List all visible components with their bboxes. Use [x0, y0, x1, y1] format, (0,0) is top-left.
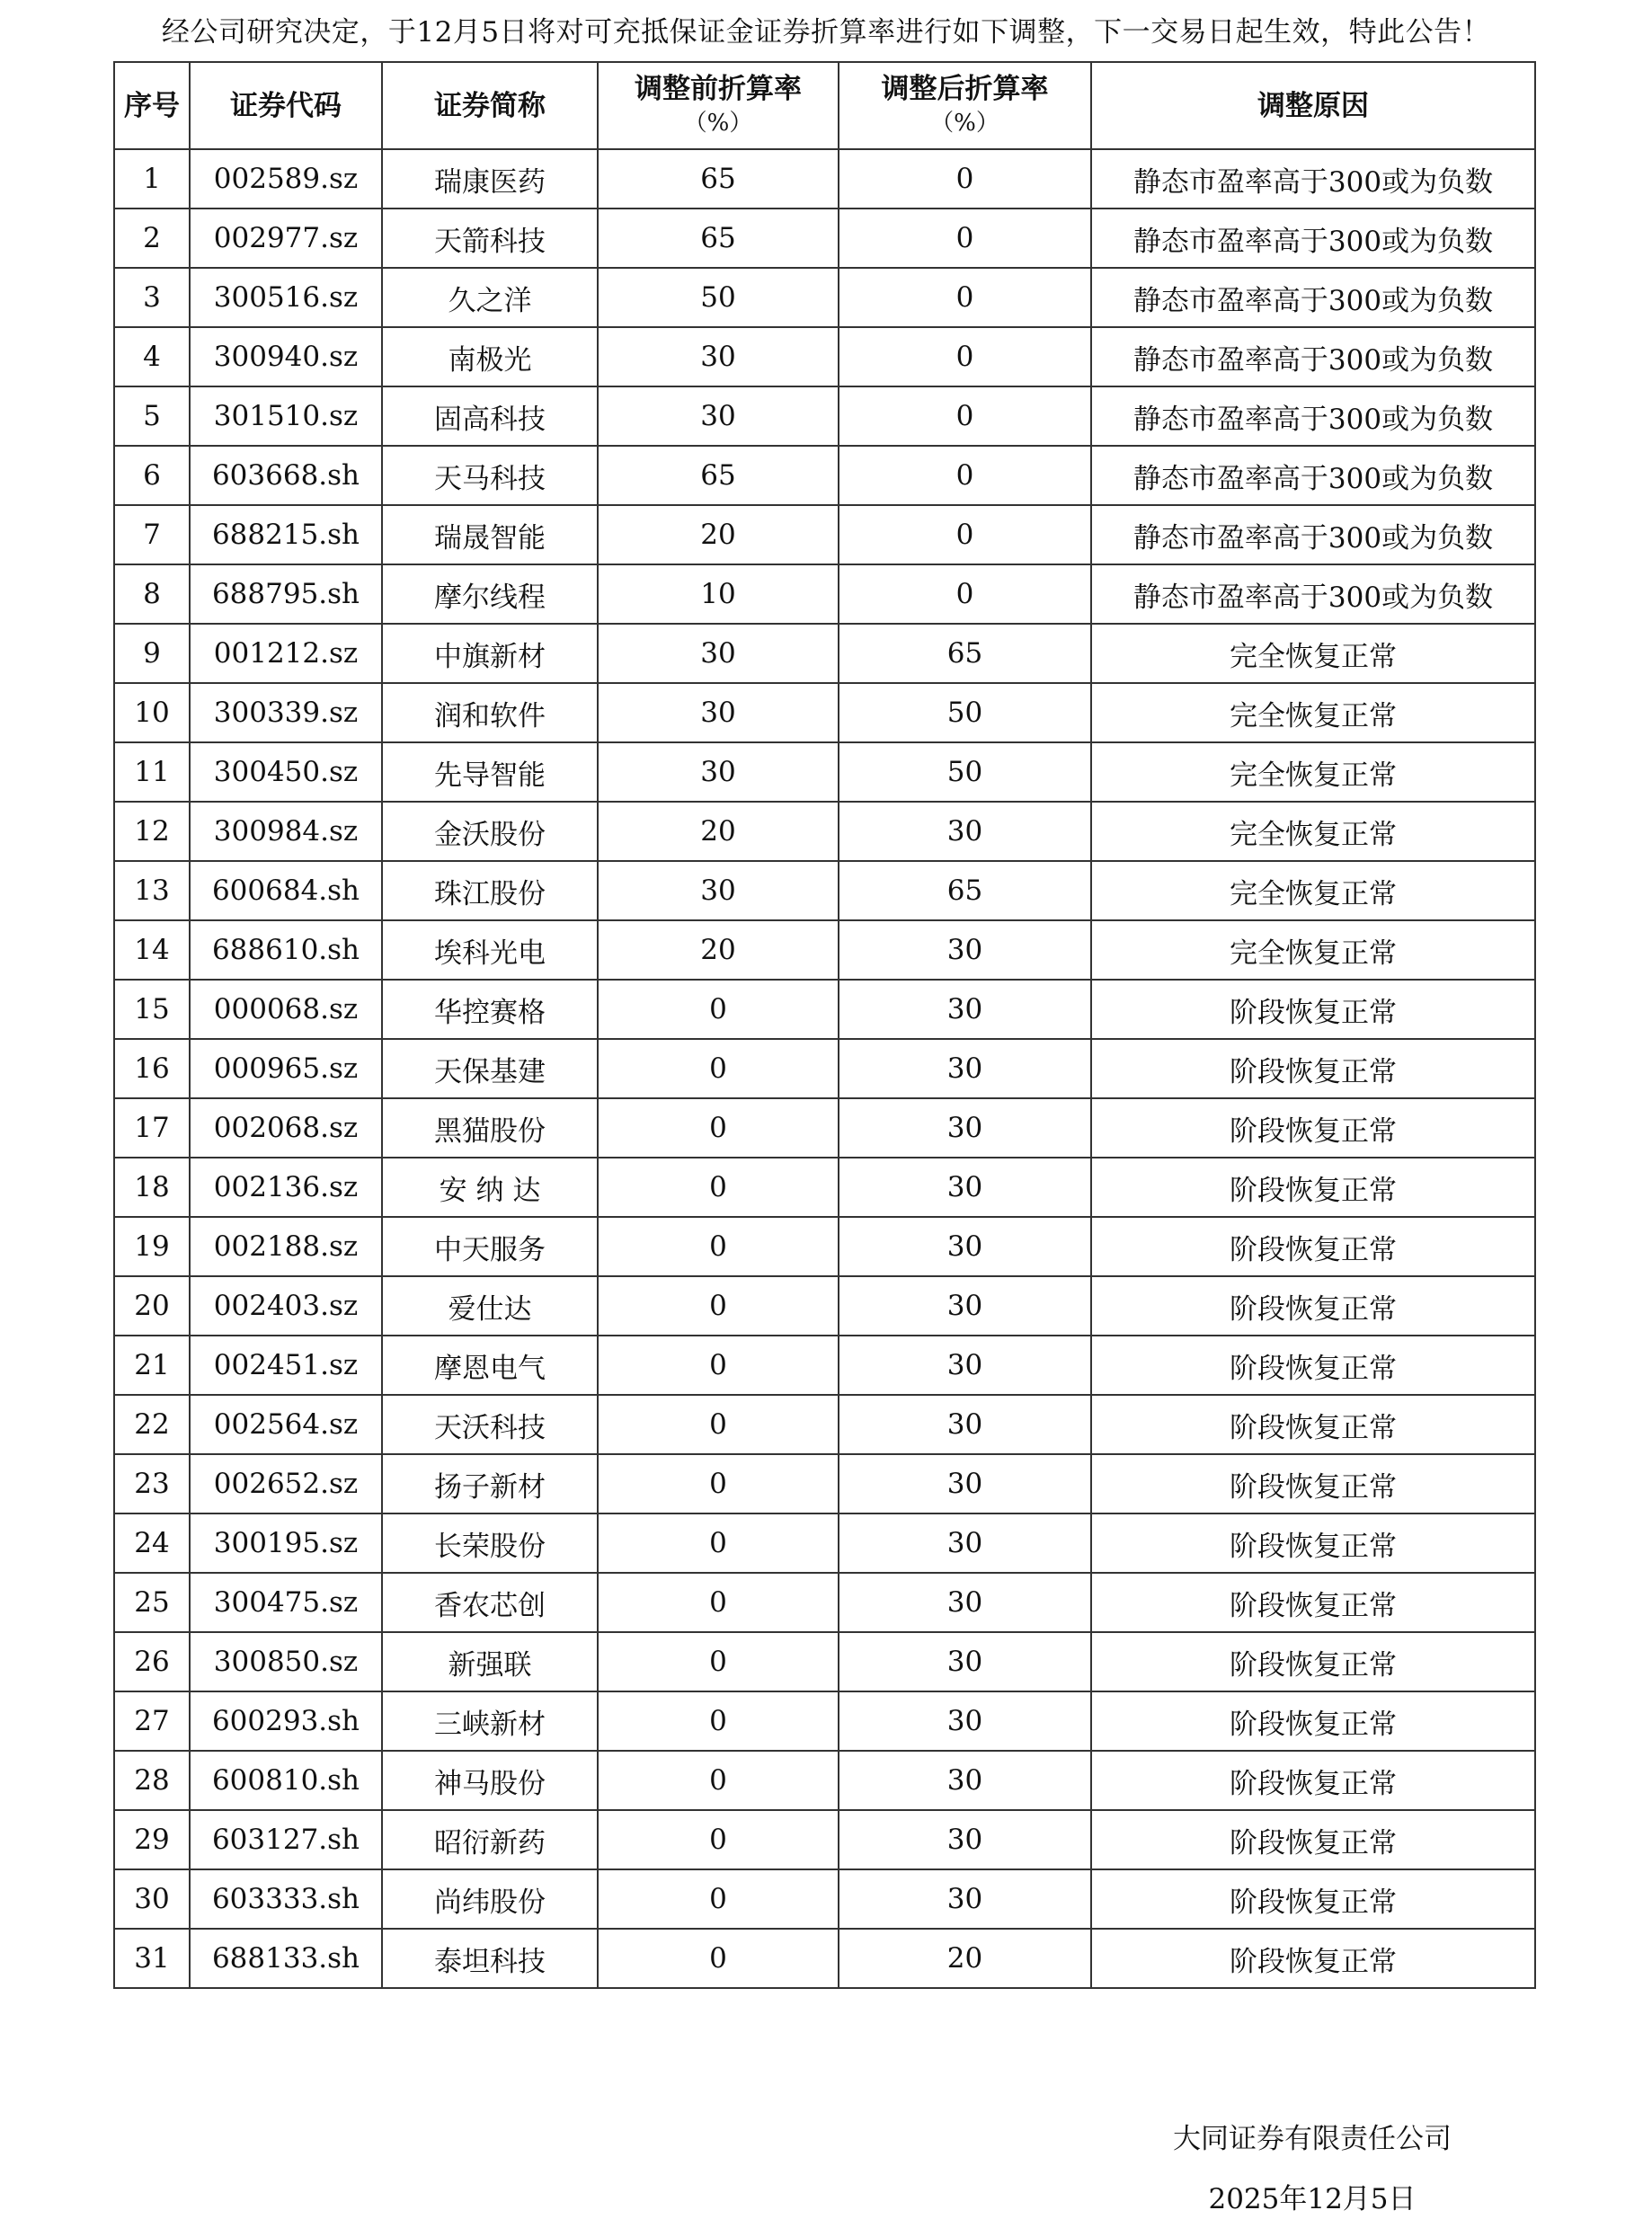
- cell-code: 688133.sh: [190, 1929, 382, 1988]
- cell-after: 30: [839, 1751, 1091, 1810]
- header-before: [598, 62, 839, 149]
- table-row: [114, 861, 1535, 920]
- cell-after: 30: [839, 980, 1091, 1039]
- cell-seq: 28: [114, 1751, 190, 1810]
- cell-seq: 27: [114, 1691, 190, 1751]
- cell-after: 20: [839, 1929, 1091, 1988]
- cell-reason: 静态市盈率高于300或为负数: [1091, 505, 1535, 564]
- cell-after: 50: [839, 742, 1091, 802]
- cell-before: 0: [598, 980, 839, 1039]
- cell-after: 0: [839, 327, 1091, 386]
- cell-seq: 5: [114, 386, 190, 446]
- cell-reason: 静态市盈率高于300或为负数: [1091, 446, 1535, 505]
- table-row: [114, 446, 1535, 505]
- cell-reason: 阶段恢复正常: [1091, 1217, 1535, 1276]
- cell-reason: 阶段恢复正常: [1091, 1395, 1535, 1454]
- cell-code: 000068.sz: [190, 980, 382, 1039]
- cell-after: 30: [839, 1395, 1091, 1454]
- cell-code: 002652.sz: [190, 1454, 382, 1513]
- cell-after: 0: [839, 386, 1091, 446]
- table-row: [114, 1573, 1535, 1632]
- cell-after: 0: [839, 268, 1091, 327]
- cell-after: 30: [839, 1158, 1091, 1217]
- table-row: [114, 1513, 1535, 1573]
- cell-code: 002977.sz: [190, 209, 382, 268]
- cell-before: 65: [598, 446, 839, 505]
- cell-seq: 14: [114, 920, 190, 980]
- table-row: [114, 1869, 1535, 1929]
- cell-reason: 静态市盈率高于300或为负数: [1091, 564, 1535, 624]
- cell-code: 002403.sz: [190, 1276, 382, 1336]
- cell-seq: 3: [114, 268, 190, 327]
- cell-before: 50: [598, 268, 839, 327]
- cell-reason: 阶段恢复正常: [1091, 1098, 1535, 1158]
- cell-seq: 24: [114, 1513, 190, 1573]
- cell-seq: 19: [114, 1217, 190, 1276]
- table-row: [114, 1158, 1535, 1217]
- cell-code: 603333.sh: [190, 1869, 382, 1929]
- cell-before: 30: [598, 386, 839, 446]
- cell-name: 扬子新材: [382, 1454, 598, 1513]
- cell-code: 002188.sz: [190, 1217, 382, 1276]
- cell-name: 久之洋: [382, 268, 598, 327]
- cell-name: 长荣股份: [382, 1513, 598, 1573]
- cell-before: 0: [598, 1573, 839, 1632]
- cell-seq: 6: [114, 446, 190, 505]
- cell-after: 0: [839, 564, 1091, 624]
- table-header-row: [114, 62, 1535, 149]
- table-row: [114, 386, 1535, 446]
- cell-before: 20: [598, 920, 839, 980]
- cell-seq: 9: [114, 624, 190, 683]
- cell-after: 0: [839, 209, 1091, 268]
- cell-before: 0: [598, 1336, 839, 1395]
- cell-seq: 29: [114, 1810, 190, 1869]
- cell-after: 30: [839, 1573, 1091, 1632]
- cell-seq: 12: [114, 802, 190, 861]
- cell-reason: 静态市盈率高于300或为负数: [1091, 149, 1535, 209]
- cell-reason: 静态市盈率高于300或为负数: [1091, 209, 1535, 268]
- header-before-unit: （%）: [683, 109, 753, 137]
- cell-name: 南极光: [382, 327, 598, 386]
- cell-after: 30: [839, 1276, 1091, 1336]
- cell-seq: 20: [114, 1276, 190, 1336]
- cell-code: 600684.sh: [190, 861, 382, 920]
- table-row: [114, 327, 1535, 386]
- cell-after: 30: [839, 1869, 1091, 1929]
- cell-code: 002589.sz: [190, 149, 382, 209]
- cell-seq: 23: [114, 1454, 190, 1513]
- cell-seq: 13: [114, 861, 190, 920]
- cell-name: 黑猫股份: [382, 1098, 598, 1158]
- cell-code: 301510.sz: [190, 386, 382, 446]
- cell-name: 珠江股份: [382, 861, 598, 920]
- cell-seq: 15: [114, 980, 190, 1039]
- cell-name: 摩尔线程: [382, 564, 598, 624]
- cell-reason: 阶段恢复正常: [1091, 1869, 1535, 1929]
- cell-before: 10: [598, 564, 839, 624]
- cell-reason: 完全恢复正常: [1091, 861, 1535, 920]
- cell-name: 中天服务: [382, 1217, 598, 1276]
- cell-name: 泰坦科技: [382, 1929, 598, 1988]
- cell-code: 603127.sh: [190, 1810, 382, 1869]
- cell-code: 603668.sh: [190, 446, 382, 505]
- cell-name: 新强联: [382, 1632, 598, 1691]
- cell-seq: 18: [114, 1158, 190, 1217]
- cell-seq: 21: [114, 1336, 190, 1395]
- cell-seq: 16: [114, 1039, 190, 1098]
- cell-after: 65: [839, 861, 1091, 920]
- cell-code: 688795.sh: [190, 564, 382, 624]
- issue-date: 2025年12月5日: [1208, 2183, 1417, 2215]
- cell-code: 002451.sz: [190, 1336, 382, 1395]
- cell-reason: 完全恢复正常: [1091, 802, 1535, 861]
- table-row: [114, 1276, 1535, 1336]
- cell-code: 300195.sz: [190, 1513, 382, 1573]
- cell-after: 50: [839, 683, 1091, 742]
- table-row: [114, 624, 1535, 683]
- cell-code: 688215.sh: [190, 505, 382, 564]
- cell-name: 尚纬股份: [382, 1869, 598, 1929]
- cell-before: 30: [598, 327, 839, 386]
- cell-before: 0: [598, 1395, 839, 1454]
- table-row: [114, 1929, 1535, 1988]
- cell-seq: 22: [114, 1395, 190, 1454]
- table-row: [114, 1217, 1535, 1276]
- cell-seq: 7: [114, 505, 190, 564]
- cell-seq: 31: [114, 1929, 190, 1988]
- cell-after: 30: [839, 802, 1091, 861]
- cell-name: 昭衍新药: [382, 1810, 598, 1869]
- cell-before: 65: [598, 149, 839, 209]
- cell-seq: 26: [114, 1632, 190, 1691]
- cell-code: 002068.sz: [190, 1098, 382, 1158]
- cell-reason: 完全恢复正常: [1091, 742, 1535, 802]
- cell-code: 002564.sz: [190, 1395, 382, 1454]
- cell-after: 30: [839, 1098, 1091, 1158]
- cell-name: 固高科技: [382, 386, 598, 446]
- cell-code: 300339.sz: [190, 683, 382, 742]
- cell-name: 安 纳 达: [382, 1158, 598, 1217]
- cell-name: 三峡新材: [382, 1691, 598, 1751]
- cell-after: 0: [839, 149, 1091, 209]
- cell-reason: 阶段恢复正常: [1091, 1751, 1535, 1810]
- header-seq: 序号: [114, 62, 190, 149]
- cell-before: 0: [598, 1632, 839, 1691]
- cell-code: 300850.sz: [190, 1632, 382, 1691]
- cell-code: 300940.sz: [190, 327, 382, 386]
- cell-name: 香农芯创: [382, 1573, 598, 1632]
- cell-after: 30: [839, 1039, 1091, 1098]
- cell-seq: 2: [114, 209, 190, 268]
- table-row: [114, 742, 1535, 802]
- cell-before: 30: [598, 861, 839, 920]
- cell-seq: 30: [114, 1869, 190, 1929]
- cell-seq: 25: [114, 1573, 190, 1632]
- cell-before: 0: [598, 1810, 839, 1869]
- cell-reason: 阶段恢复正常: [1091, 1276, 1535, 1336]
- cell-after: 0: [839, 505, 1091, 564]
- header-after: [839, 62, 1091, 149]
- cell-reason: 阶段恢复正常: [1091, 1336, 1535, 1395]
- cell-before: 0: [598, 1751, 839, 1810]
- table-row: [114, 1751, 1535, 1810]
- cell-name: 爱仕达: [382, 1276, 598, 1336]
- table-row: [114, 505, 1535, 564]
- cell-before: 0: [598, 1454, 839, 1513]
- table-row: [114, 980, 1535, 1039]
- cell-before: 0: [598, 1039, 839, 1098]
- table-row: [114, 683, 1535, 742]
- cell-reason: 阶段恢复正常: [1091, 1573, 1535, 1632]
- cell-code: 688610.sh: [190, 920, 382, 980]
- cell-reason: 阶段恢复正常: [1091, 1632, 1535, 1691]
- cell-reason: 阶段恢复正常: [1091, 1810, 1535, 1869]
- header-after-unit: （%）: [930, 109, 999, 137]
- cell-after: 30: [839, 1691, 1091, 1751]
- cell-code: 300984.sz: [190, 802, 382, 861]
- cell-reason: 静态市盈率高于300或为负数: [1091, 268, 1535, 327]
- cell-code: 300516.sz: [190, 268, 382, 327]
- cell-code: 000965.sz: [190, 1039, 382, 1098]
- margin-ratio-table: [113, 61, 1536, 1989]
- table-row: [114, 1395, 1535, 1454]
- table-row: [114, 920, 1535, 980]
- table-row: [114, 1039, 1535, 1098]
- cell-code: 001212.sz: [190, 624, 382, 683]
- cell-name: 天箭科技: [382, 209, 598, 268]
- cell-code: 300450.sz: [190, 742, 382, 802]
- table-row: [114, 1691, 1535, 1751]
- cell-seq: 4: [114, 327, 190, 386]
- table-row: [114, 802, 1535, 861]
- cell-before: 0: [598, 1691, 839, 1751]
- cell-after: 30: [839, 1454, 1091, 1513]
- table-row: [114, 1098, 1535, 1158]
- cell-reason: 完全恢复正常: [1091, 624, 1535, 683]
- table-row: [114, 1454, 1535, 1513]
- header-reason: 调整原因: [1091, 62, 1535, 149]
- table-row: [114, 149, 1535, 209]
- cell-name: 天保基建: [382, 1039, 598, 1098]
- header-before-label: 调整前折算率: [635, 72, 802, 105]
- cell-seq: 11: [114, 742, 190, 802]
- cell-name: 瑞晟智能: [382, 505, 598, 564]
- header-after-label: 调整后折算率: [881, 72, 1049, 105]
- cell-name: 金沃股份: [382, 802, 598, 861]
- cell-name: 埃科光电: [382, 920, 598, 980]
- cell-reason: 静态市盈率高于300或为负数: [1091, 386, 1535, 446]
- issuer-name: 大同证券有限责任公司: [1173, 2123, 1452, 2155]
- cell-after: 30: [839, 1810, 1091, 1869]
- cell-reason: 阶段恢复正常: [1091, 1158, 1535, 1217]
- cell-after: 30: [839, 1632, 1091, 1691]
- cell-after: 30: [839, 920, 1091, 980]
- cell-before: 0: [598, 1513, 839, 1573]
- cell-after: 65: [839, 624, 1091, 683]
- cell-code: 600293.sh: [190, 1691, 382, 1751]
- cell-reason: 静态市盈率高于300或为负数: [1091, 327, 1535, 386]
- cell-name: 摩恩电气: [382, 1336, 598, 1395]
- cell-name: 瑞康医药: [382, 149, 598, 209]
- table-row: [114, 209, 1535, 268]
- cell-reason: 阶段恢复正常: [1091, 1513, 1535, 1573]
- cell-after: 0: [839, 446, 1091, 505]
- cell-name: 先导智能: [382, 742, 598, 802]
- cell-before: 0: [598, 1869, 839, 1929]
- cell-before: 20: [598, 505, 839, 564]
- cell-after: 30: [839, 1217, 1091, 1276]
- cell-name: 中旗新材: [382, 624, 598, 683]
- cell-code: 600810.sh: [190, 1751, 382, 1810]
- cell-reason: 完全恢复正常: [1091, 920, 1535, 980]
- cell-after: 30: [839, 1336, 1091, 1395]
- header-name: 证券简称: [382, 62, 598, 149]
- cell-before: 0: [598, 1158, 839, 1217]
- cell-seq: 1: [114, 149, 190, 209]
- announcement-intro: 经公司研究决定，于12月5日将对可充抵保证金证券折算率进行如下调整，下一交易日起生效，特此公告！: [161, 16, 1491, 49]
- cell-before: 0: [598, 1276, 839, 1336]
- cell-before: 0: [598, 1098, 839, 1158]
- cell-reason: 阶段恢复正常: [1091, 980, 1535, 1039]
- table-row: [114, 1336, 1535, 1395]
- cell-code: 300475.sz: [190, 1573, 382, 1632]
- cell-after: 30: [839, 1513, 1091, 1573]
- cell-code: 002136.sz: [190, 1158, 382, 1217]
- cell-reason: 阶段恢复正常: [1091, 1039, 1535, 1098]
- table-row: [114, 1810, 1535, 1869]
- cell-reason: 阶段恢复正常: [1091, 1454, 1535, 1513]
- cell-reason: 阶段恢复正常: [1091, 1929, 1535, 1988]
- cell-seq: 17: [114, 1098, 190, 1158]
- cell-before: 30: [598, 624, 839, 683]
- cell-seq: 8: [114, 564, 190, 624]
- cell-before: 30: [598, 683, 839, 742]
- cell-name: 天马科技: [382, 446, 598, 505]
- cell-before: 0: [598, 1217, 839, 1276]
- cell-reason: 阶段恢复正常: [1091, 1691, 1535, 1751]
- cell-reason: 完全恢复正常: [1091, 683, 1535, 742]
- cell-name: 天沃科技: [382, 1395, 598, 1454]
- table-row: [114, 1632, 1535, 1691]
- table-row: [114, 268, 1535, 327]
- cell-before: 20: [598, 802, 839, 861]
- table-row: [114, 564, 1535, 624]
- cell-before: 30: [598, 742, 839, 802]
- table-body: [114, 149, 1535, 1988]
- cell-name: 润和软件: [382, 683, 598, 742]
- cell-name: 华控赛格: [382, 980, 598, 1039]
- cell-before: 0: [598, 1929, 839, 1988]
- cell-name: 神马股份: [382, 1751, 598, 1810]
- cell-before: 65: [598, 209, 839, 268]
- cell-seq: 10: [114, 683, 190, 742]
- header-code: 证券代码: [190, 62, 382, 149]
